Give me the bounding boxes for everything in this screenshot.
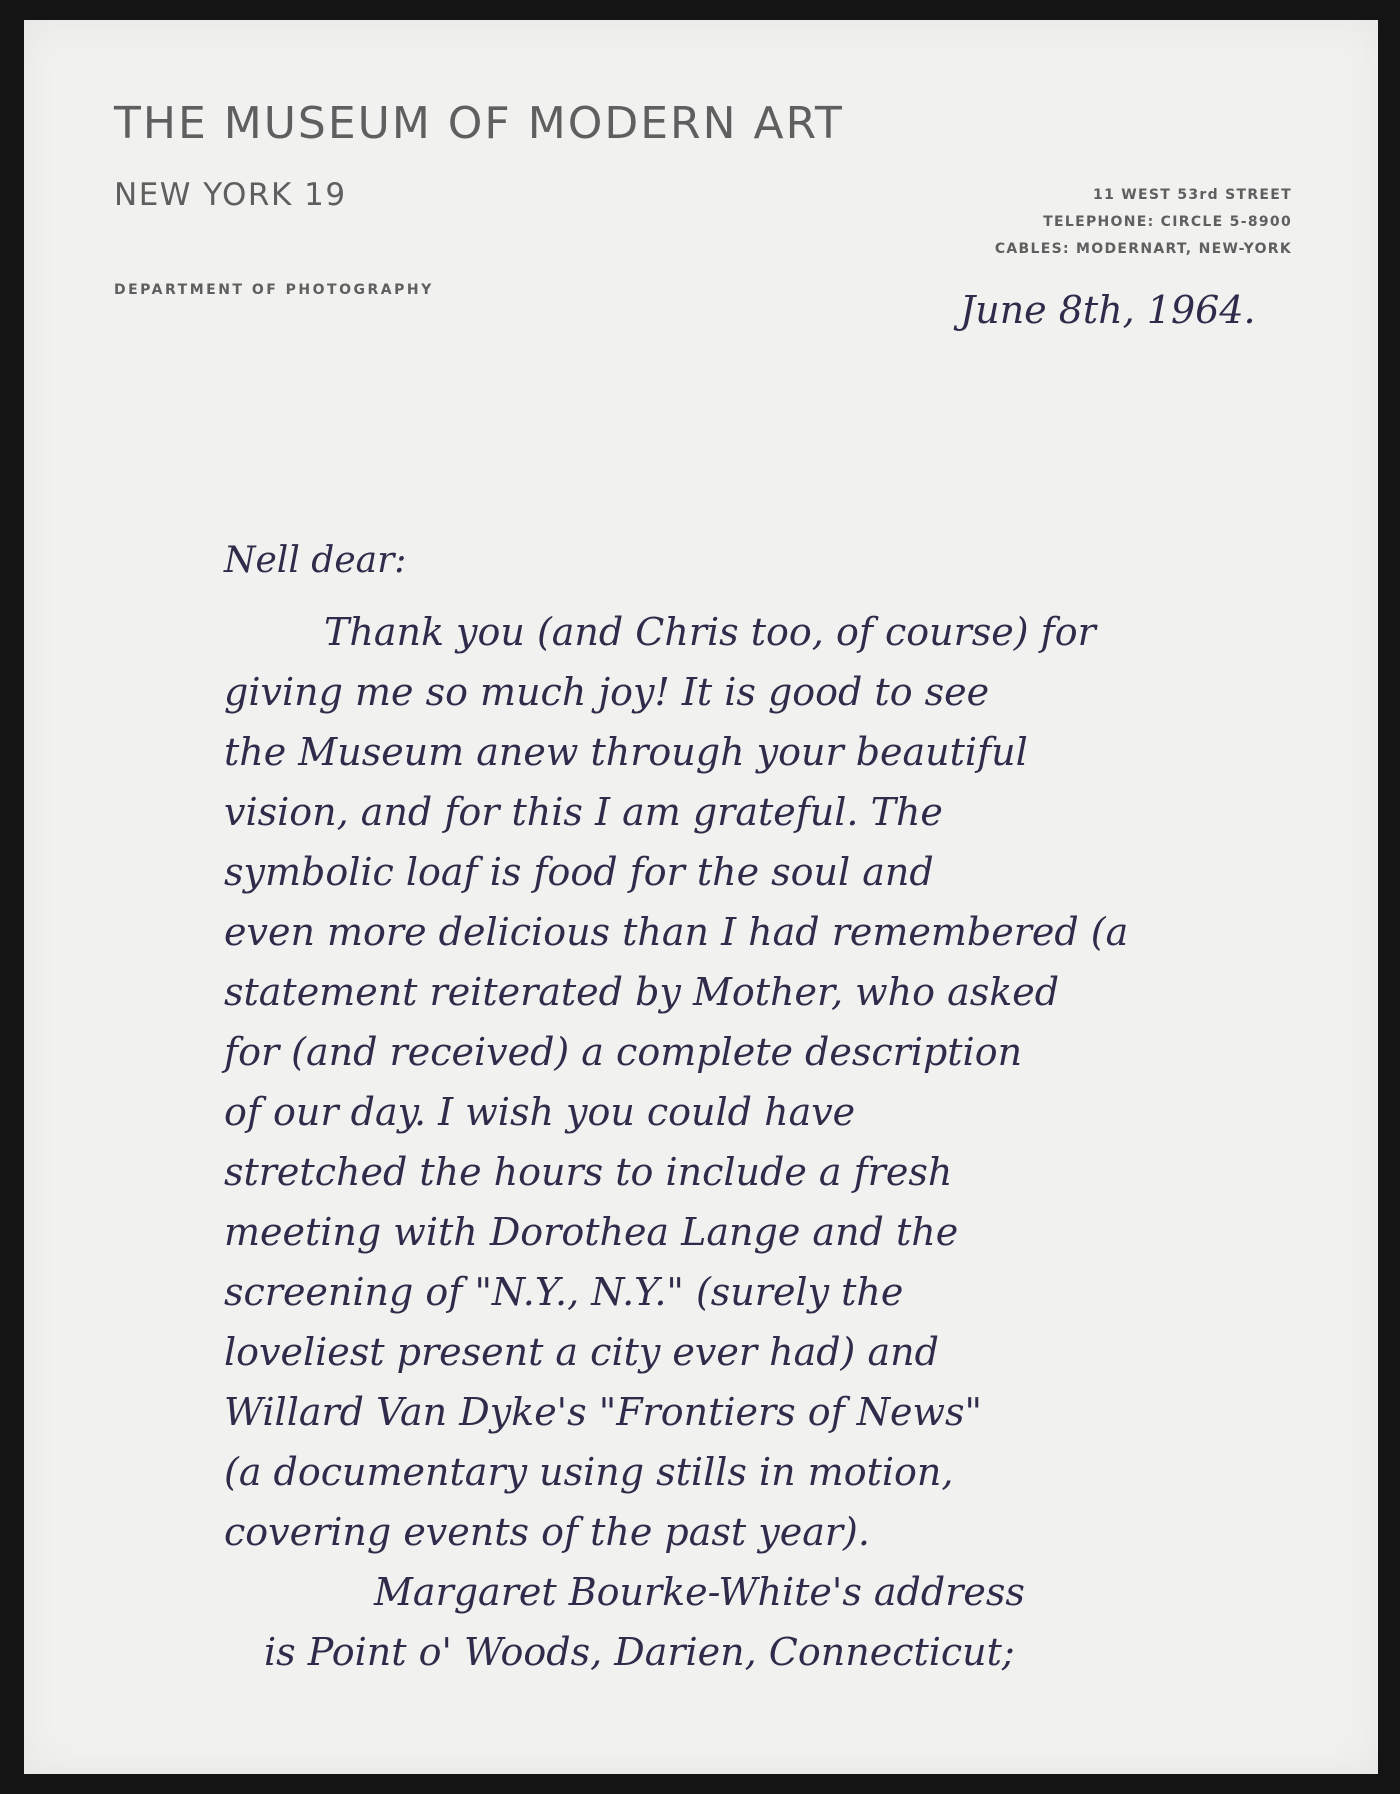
letterhead-department: DEPARTMENT OF PHOTOGRAPHY <box>114 282 434 298</box>
letter-page <box>24 20 1378 1774</box>
letter-line: (a documentary using stills in motion, <box>224 1450 954 1494</box>
letter-line: the Museum anew through your beautiful <box>224 730 1028 774</box>
letter-line: stretched the hours to include a fresh <box>224 1150 953 1194</box>
letterhead-institution: THE MUSEUM OF MODERN ART <box>114 98 844 149</box>
letterhead-city: NEW YORK 19 <box>114 177 347 213</box>
letter-line: symbolic loaf is food for the soul and <box>224 850 934 894</box>
letter-line: Thank you (and Chris too, of course) for <box>324 610 1096 654</box>
letter-line: of our day. I wish you could have <box>224 1090 856 1134</box>
letter-line: covering events of the past year). <box>224 1510 870 1554</box>
letterhead-street: 11 WEST 53rd STREET <box>1093 187 1292 203</box>
letter-line: is Point o' Woods, Darien, Connecticut; <box>264 1630 1015 1674</box>
letter-line: loveliest present a city ever had) and <box>224 1330 939 1374</box>
letter-line: vision, and for this I am grateful. The <box>224 790 943 834</box>
letter-line: screening of "N.Y., N.Y." (surely the <box>224 1270 904 1314</box>
letter-line: for (and received) a complete description <box>224 1030 1023 1074</box>
letter-salutation: Nell dear: <box>224 540 407 581</box>
letter-line: even more delicious than I had remembered (a <box>224 910 1129 954</box>
letter-line: statement reiterated by Mother, who asked <box>224 970 1060 1014</box>
letterhead-telephone: TELEPHONE: CIRCLE 5-8900 <box>1043 214 1292 230</box>
letterhead-cables: CABLES: MODERNART, NEW-YORK <box>994 241 1292 257</box>
letter-line: giving me so much joy! It is good to see <box>224 670 990 714</box>
letterhead-address-block <box>995 182 1292 263</box>
letter-date: June 8th, 1964. <box>960 288 1256 332</box>
letter-line: Margaret Bourke-White's address <box>374 1570 1025 1614</box>
letter-line: meeting with Dorothea Lange and the <box>224 1210 959 1254</box>
letter-line: Willard Van Dyke's "Frontiers of News" <box>224 1390 982 1434</box>
